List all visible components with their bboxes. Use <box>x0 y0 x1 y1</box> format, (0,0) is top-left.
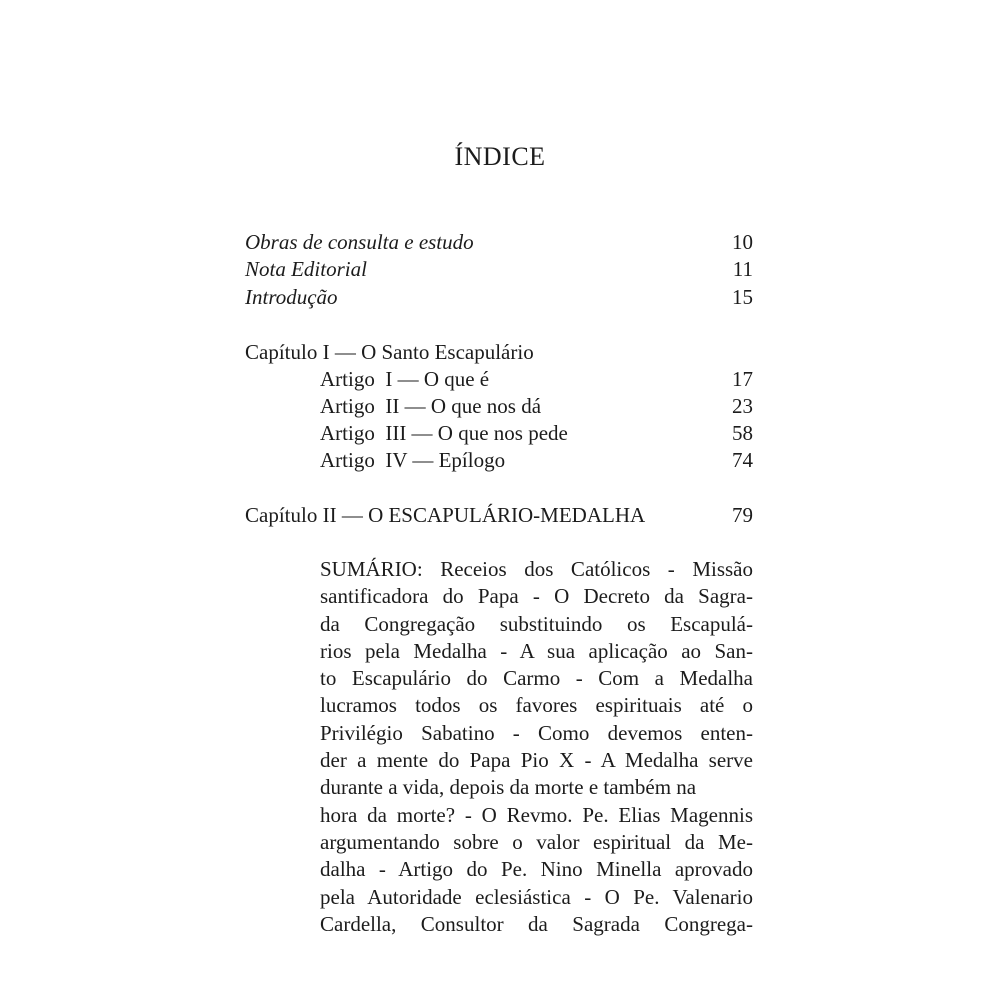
toc-article-4 <box>320 447 753 474</box>
summary-line: argumentando sobre o valor espiritual da Me- <box>320 829 753 854</box>
toc-entry-label: Introdução <box>245 285 338 309</box>
toc-entry-page: 10 <box>732 230 753 254</box>
toc-entry-introducao <box>245 284 753 311</box>
summary-line: SUMÁRIO: Receios dos Católicos - Missão <box>320 557 753 581</box>
article-page: 74 <box>732 448 753 472</box>
toc-article-3 <box>320 420 753 447</box>
article-label: Artigo III — O que nos pede <box>320 421 568 445</box>
chapter-title: Capítulo II — O ESCAPULÁRIO-MEDALHA <box>245 503 646 527</box>
toc-article-2 <box>320 393 753 420</box>
toc-entry-label: Nota Editorial <box>245 257 367 281</box>
article-page: 58 <box>732 421 753 445</box>
chapter-2-summary <box>320 556 753 938</box>
chapter-1-heading <box>245 339 753 366</box>
article-label: Artigo I — O que é <box>320 367 490 391</box>
summary-line: dalha - Artigo do Pe. Nino Minella aprovado <box>320 857 753 882</box>
chapter-title: Capítulo I — O Santo Escapulário <box>245 340 534 364</box>
summary-line: Cardella, Consultor da Sagrada Congrega- <box>320 911 753 936</box>
article-page: 23 <box>732 394 753 418</box>
article-label: Artigo IV — Epílogo <box>320 448 506 472</box>
summary-line: der a mente do Papa Pio X - A Medalha serve <box>320 748 753 773</box>
article-page: 17 <box>732 367 753 391</box>
toc-article-1 <box>320 366 753 393</box>
page-title: ÍNDICE <box>454 142 546 171</box>
summary-line: lucramos todos os favores espirituais até o <box>320 693 753 718</box>
toc-entry-page: 15 <box>732 285 753 309</box>
summary-line: pela Autoridade eclesiástica - O Pe. Valenario <box>320 884 753 909</box>
toc-entry-page: 11 <box>732 257 753 281</box>
toc-entry-nota-editorial <box>245 256 753 283</box>
summary-line: da Congregação substituindo os Escapulá- <box>320 611 753 636</box>
summary-line: rios pela Medalha - A sua aplicação ao San- <box>320 638 753 663</box>
summary-line: santificadora do Papa - O Decreto da Sagra- <box>320 584 753 609</box>
article-label: Artigo II — O que nos dá <box>320 394 542 418</box>
summary-line: Privilégio Sabatino - Como devemos enten- <box>320 720 753 745</box>
summary-line: to Escapulário do Carmo - Com a Medalha <box>320 666 753 691</box>
chapter-2-heading <box>245 502 753 529</box>
chapter-page: 79 <box>732 503 753 527</box>
toc-entry-label: Obras de consulta e estudo <box>245 230 474 254</box>
summary-line: hora da morte? - O Revmo. Pe. Elias Magennis <box>320 802 753 827</box>
toc-entry-obras <box>245 229 753 256</box>
summary-line: durante a vida, depois da morte e também na <box>320 775 697 800</box>
